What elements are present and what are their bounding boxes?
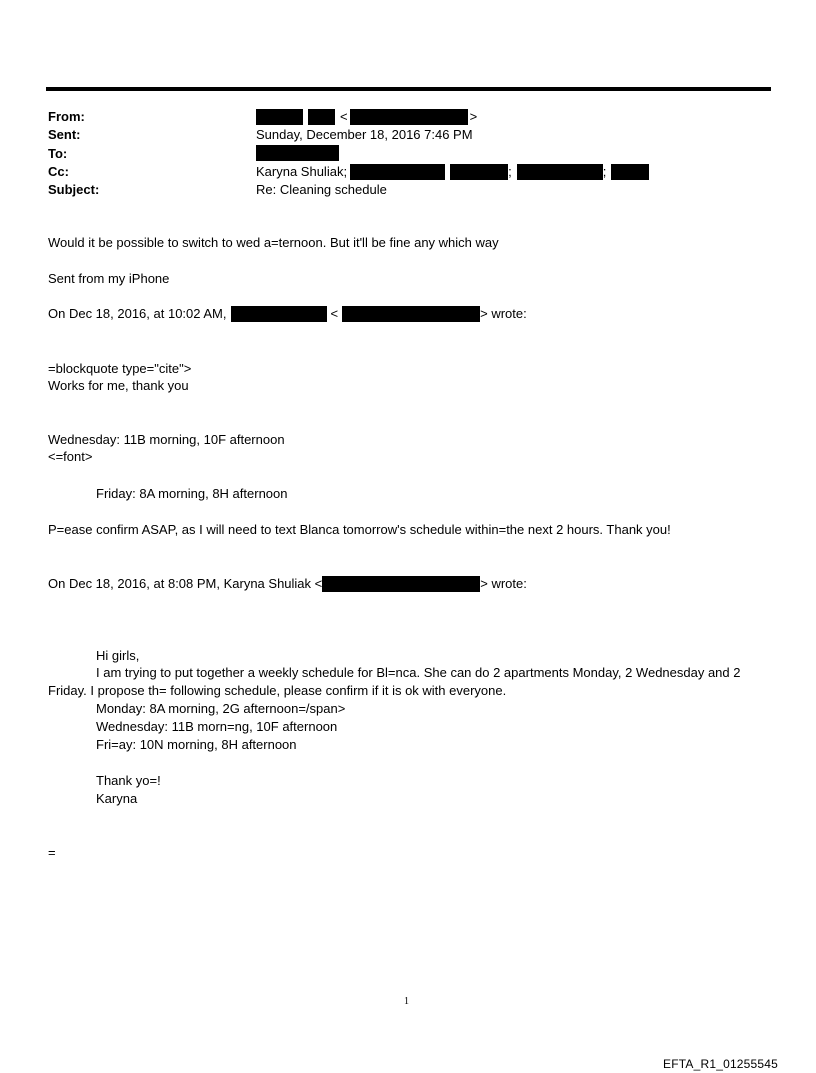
quote-header [48, 576, 527, 592]
body-line: Monday: 8A morning, 2G afternoon=/span> [96, 701, 346, 716]
quote-suffix: > wrote: [480, 576, 527, 591]
blockquote-tag: =blockquote type="cite"> [48, 361, 192, 376]
redaction [350, 164, 445, 180]
redaction [256, 145, 339, 161]
body-line: Wednesday: 11B morning, 10F afternoon [48, 432, 285, 447]
cc-name: Karyna Shuliak; [256, 163, 348, 179]
body-line: Friday. I propose th= following schedule, please confirm if it is ok with everyone. [48, 683, 507, 698]
to-value [256, 145, 339, 161]
cc-sep: ; [602, 163, 607, 179]
body-line: Thank yo=! [96, 773, 161, 788]
sent-label: Sent: [48, 127, 81, 143]
from-label: From: [48, 109, 85, 124]
subject-value: Re: Cleaning schedule [256, 182, 387, 198]
body-line: I am trying to put together a weekly schedule for Bl=nca. She can do 2 apartments Monday, 2 Wednesday and 2 [96, 665, 741, 680]
page-number: 1 [404, 996, 409, 1007]
body-line: Friday: 8A morning, 8H afternoon [96, 486, 288, 501]
redaction [350, 109, 468, 125]
redaction [322, 576, 480, 592]
from-gt: > [469, 109, 478, 124]
font-tag: <=font> [48, 449, 93, 464]
from-value [256, 108, 477, 126]
bates-number: EFTA_R1_01255545 [663, 1057, 779, 1071]
quote-prefix: On Dec 18, 2016, at 8:08 PM, Karyna Shuliak < [48, 576, 323, 591]
from-lt: < [340, 109, 348, 124]
signature-line: Sent from my iPhone [48, 271, 170, 286]
to-label: To: [48, 145, 68, 161]
redaction [450, 164, 508, 180]
quote-suffix: > wrote: [480, 306, 527, 321]
quote-lt: < [330, 306, 339, 321]
body-line: Hi girls, [96, 648, 140, 663]
cc-label: Cc: [48, 163, 69, 179]
header-rule [46, 87, 771, 91]
redaction [611, 164, 649, 180]
body-line: Fri=ay: 10N morning, 8H afternoon [96, 737, 297, 752]
redaction [308, 109, 335, 125]
body-line: Wednesday: 11B morn=ng, 10F afternoon [96, 719, 338, 734]
body-line: = [48, 845, 56, 860]
signature-name: Karyna [96, 791, 138, 806]
body-line: P=ease confirm ASAP, as I will need to text Blanca tomorrow's schedule within=the next 2 hours. Thank you! [48, 522, 671, 537]
redaction [256, 109, 303, 125]
redaction [231, 306, 327, 322]
cc-sep: ; [508, 163, 512, 179]
cc-value [256, 163, 649, 181]
sent-value: Sunday, December 18, 2016 7:46 PM [256, 127, 473, 143]
quote-header [48, 306, 527, 322]
subject-label: Subject: [48, 182, 100, 198]
body-line: Works for me, thank you [48, 378, 189, 393]
body-line: Would it be possible to switch to wed a=ternoon. But it'll be fine any which way [48, 235, 499, 250]
redaction [342, 306, 480, 322]
redaction [517, 164, 603, 180]
quote-prefix: On Dec 18, 2016, at 10:02 AM, [48, 306, 227, 321]
